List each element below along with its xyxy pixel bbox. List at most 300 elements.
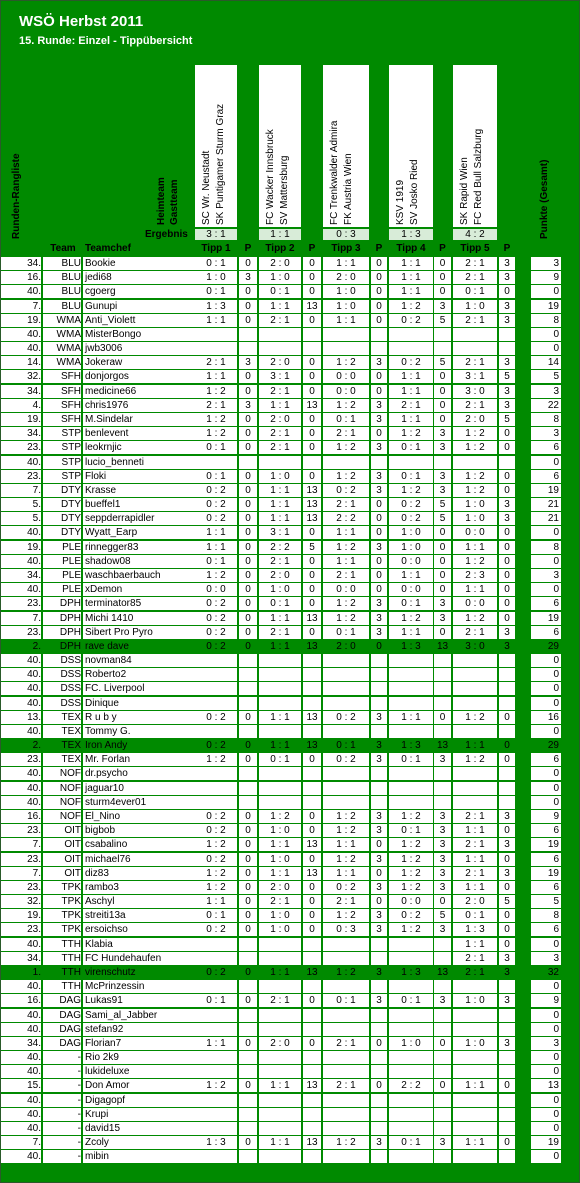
tipp-4-cell: 0 : 1 (389, 441, 433, 454)
match-3-home-team: FC Trenkwalder Admira (329, 120, 340, 225)
total-points-cell: 19 (531, 612, 561, 625)
points-1-cell: 0 (239, 427, 257, 440)
tipp-3-cell (323, 1065, 369, 1078)
total-points-cell: 0 (531, 1009, 561, 1022)
tipp-3-cell: 2 : 1 (323, 895, 369, 908)
rank-cell: 23. (1, 626, 41, 639)
team-cell: TPK (43, 923, 81, 936)
points-5-cell (499, 725, 515, 738)
points-1-cell: 0 (239, 569, 257, 582)
tipp-2-cell: 2 : 2 (259, 541, 301, 554)
tipp-4-cell: 0 : 1 (389, 1136, 433, 1149)
teamchef-cell: chris1976 (83, 399, 195, 412)
tipp-5-cell: 1 : 2 (453, 753, 497, 766)
points-1-cell: 0 (239, 810, 257, 823)
tipp-5-cell: 1 : 2 (453, 470, 497, 483)
teamchef-cell: bueffel1 (83, 498, 195, 511)
tipp-5-cell (453, 1122, 497, 1135)
total-points-cell: 0 (531, 342, 561, 355)
tipp-2-cell: 1 : 1 (259, 512, 301, 525)
tipp-4-cell: 0 : 2 (389, 512, 433, 525)
teamchef-cell: Zcoly (83, 1136, 195, 1149)
points-4-cell (434, 1094, 451, 1107)
points-1-cell: 0 (239, 413, 257, 426)
teamchef-cell: Klabia (83, 938, 195, 951)
team-cell: OIT (43, 867, 81, 880)
tipp-4-cell: 1 : 1 (389, 285, 433, 298)
teamchef-cell: xDemon (83, 583, 195, 596)
teamchef-cell: Michi 1410 (83, 612, 195, 625)
points-1-cell: 0 (239, 994, 257, 1007)
tipp-3-cell (323, 782, 369, 795)
tipp-1-cell (195, 1009, 237, 1022)
tipp-4-cell: 1 : 2 (389, 867, 433, 880)
tipp-5-cell: 3 : 1 (453, 370, 497, 383)
points-2-cell: 0 (303, 1037, 321, 1050)
table-row (1, 1122, 579, 1136)
points-1-cell: 0 (239, 555, 257, 568)
tipp-5-cell: 2 : 1 (453, 271, 497, 284)
points-4-cell: 13 (434, 966, 451, 979)
table-row (1, 271, 579, 285)
points-2-cell: 13 (303, 399, 321, 412)
points-5-cell (499, 1094, 515, 1107)
points-4-cell: 13 (434, 640, 451, 653)
points-4-cell: 5 (434, 498, 451, 511)
tipp-2-cell: 1 : 1 (259, 966, 301, 979)
team-cell: STP (43, 441, 81, 454)
tipp-5-cell: 1 : 2 (453, 441, 497, 454)
points-4-cell (434, 1108, 451, 1121)
tipp-5-cell: 3 : 0 (453, 385, 497, 398)
points-5-cell (499, 456, 515, 469)
tipp-2-cell: 2 : 1 (259, 895, 301, 908)
points-4-cell (434, 654, 451, 667)
tipp-3-cell: 2 : 1 (323, 1079, 369, 1092)
rank-cell: 23. (1, 824, 41, 837)
table-row (1, 782, 579, 796)
points-2-cell: 0 (303, 626, 321, 639)
points-1-cell: 0 (239, 739, 257, 752)
points-1-cell (239, 1094, 257, 1107)
tipp-5-cell: 2 : 0 (453, 413, 497, 426)
table-row (1, 300, 579, 314)
team-cell: DPH (43, 640, 81, 653)
total-points-cell: 8 (531, 909, 561, 922)
points-1-cell: 0 (239, 711, 257, 724)
team-cell: DTY (43, 484, 81, 497)
ergebnis-label: Ergebnis (145, 229, 188, 240)
table-row (1, 1136, 579, 1150)
teamchef-cell: MisterBongo (83, 328, 195, 341)
total-points-cell: 8 (531, 541, 561, 554)
tipp-2-cell (259, 782, 301, 795)
points-4-cell: 0 (434, 569, 451, 582)
points-1-cell (239, 682, 257, 695)
tipp-5-cell: 1 : 0 (453, 498, 497, 511)
points-2-cell: 0 (303, 385, 321, 398)
points-3-cell: 0 (371, 385, 387, 398)
tipp-4-cell (389, 938, 433, 951)
tipp-3-cell (323, 952, 369, 965)
table-row (1, 640, 579, 654)
tipp-5-cell: 2 : 1 (453, 257, 497, 270)
points-1-cell: 0 (239, 966, 257, 979)
tipp-3-cell: 1 : 2 (323, 441, 369, 454)
tipp-4-cell: 1 : 2 (389, 300, 433, 313)
teamchef-cell: M.Sindelar (83, 413, 195, 426)
points-5-cell: 3 (499, 257, 515, 270)
points-1-cell (239, 1122, 257, 1135)
points-4-cell: 0 (434, 370, 451, 383)
tipp-5-cell: 1 : 1 (453, 1079, 497, 1092)
tipp-5-cell: 1 : 1 (453, 541, 497, 554)
points-4-cell: 0 (434, 257, 451, 270)
points-2-cell: 13 (303, 300, 321, 313)
points-3-cell (371, 654, 387, 667)
points-1-cell (239, 1051, 257, 1064)
rank-cell: 23. (1, 853, 41, 866)
team-cell: OIT (43, 824, 81, 837)
total-points-cell: 6 (531, 626, 561, 639)
tipp-5-cell: 1 : 2 (453, 484, 497, 497)
tipp-3-cell: 1 : 2 (323, 810, 369, 823)
team-cell: - (43, 1122, 81, 1135)
tipp-1-cell: 0 : 2 (195, 512, 237, 525)
tipp-4-cell: 1 : 1 (389, 370, 433, 383)
tipp-3-cell: 0 : 2 (323, 753, 369, 766)
tipp-4-cell: 0 : 1 (389, 994, 433, 1007)
tipp-2-cell (259, 725, 301, 738)
table-row (1, 356, 579, 370)
points-5-cell: 5 (499, 370, 515, 383)
tipp-4-cell: 1 : 3 (389, 640, 433, 653)
tipp-1-cell: 0 : 2 (195, 484, 237, 497)
tipp-4-cell: 0 : 0 (389, 895, 433, 908)
rank-cell: 5. (1, 498, 41, 511)
rank-cell: 7. (1, 838, 41, 851)
rank-cell: 23. (1, 597, 41, 610)
points-5-cell: 0 (499, 909, 515, 922)
tipp-1-cell: 0 : 2 (195, 739, 237, 752)
tipp-1-cell: 0 : 1 (195, 470, 237, 483)
table-row (1, 682, 579, 696)
points-2-cell: 0 (303, 271, 321, 284)
teamchef-cell: Digagopf (83, 1094, 195, 1107)
team-cell: PLE (43, 569, 81, 582)
teamchef-cell: R u b y (83, 711, 195, 724)
table-row (1, 952, 579, 966)
tipp-3-cell (323, 1009, 369, 1022)
rank-cell: 40. (1, 767, 41, 780)
teamchef-cell: McPrinzessin (83, 980, 195, 993)
tipp-2-cell: 2 : 1 (259, 427, 301, 440)
tipp-4-cell: 1 : 2 (389, 484, 433, 497)
teamchef-cell: FC Hundehaufen (83, 952, 195, 965)
tipp-5-cell (453, 456, 497, 469)
points-4-cell (434, 796, 451, 809)
points-3-cell: 0 (371, 526, 387, 539)
teamchef-cell: lukideluxe (83, 1065, 195, 1078)
points-1-cell (239, 328, 257, 341)
tipp-5-cell: 1 : 1 (453, 824, 497, 837)
tipp-5-cell: 2 : 1 (453, 399, 497, 412)
rank-cell: 34. (1, 257, 41, 270)
points-3-cell: 0 (371, 1079, 387, 1092)
tipp-1-cell (195, 697, 237, 710)
tipp-4-cell: 1 : 2 (389, 923, 433, 936)
p5-column-header: P (503, 243, 511, 254)
points-4-cell (434, 456, 451, 469)
total-points-cell: 0 (531, 1122, 561, 1135)
tipp-2-cell: 2 : 0 (259, 257, 301, 270)
points-4-cell (434, 668, 451, 681)
tipp-5-cell (453, 725, 497, 738)
team-cell: DPH (43, 626, 81, 639)
points-3-cell: 0 (371, 300, 387, 313)
points-4-cell: 3 (434, 867, 451, 880)
tipp-1-cell: 0 : 2 (195, 612, 237, 625)
tipp-2-cell: 1 : 0 (259, 271, 301, 284)
table-row (1, 498, 579, 512)
points-4-cell: 5 (434, 356, 451, 369)
team-cell: DAG (43, 994, 81, 1007)
table-row (1, 1094, 579, 1108)
points-5-cell: 3 (499, 512, 515, 525)
points-3-cell: 0 (371, 569, 387, 582)
points-4-cell: 0 (434, 555, 451, 568)
points-3-cell: 0 (371, 427, 387, 440)
tipp-4-cell: 1 : 0 (389, 541, 433, 554)
table-row (1, 555, 579, 569)
tipp-4-cell (389, 1094, 433, 1107)
tipp-1-cell: 1 : 2 (195, 413, 237, 426)
points-3-cell (371, 725, 387, 738)
team-cell: DTY (43, 512, 81, 525)
teamchef-cell: Aschyl (83, 895, 195, 908)
points-4-cell: 3 (434, 824, 451, 837)
points-1-cell (239, 456, 257, 469)
team-cell: WMA (43, 356, 81, 369)
points-1-cell (239, 980, 257, 993)
rank-cell: 40. (1, 796, 41, 809)
team-cell: - (43, 1150, 81, 1163)
match-1-result: 3 : 1 (195, 229, 237, 240)
tipp-4-cell (389, 980, 433, 993)
points-1-cell: 0 (239, 612, 257, 625)
tipp-4-cell: 0 : 1 (389, 753, 433, 766)
points-2-cell: 0 (303, 285, 321, 298)
match-5-result: 4 : 2 (453, 229, 497, 240)
table-row (1, 938, 579, 952)
total-points-cell: 0 (531, 285, 561, 298)
points-1-cell (239, 782, 257, 795)
teamchef-cell: sturm4ever01 (83, 796, 195, 809)
points-3-cell: 3 (371, 810, 387, 823)
tipp-5-cell: 0 : 0 (453, 597, 497, 610)
tipp-5-cell (453, 782, 497, 795)
tipp-2-cell: 1 : 2 (259, 810, 301, 823)
tipp-2-cell: 1 : 1 (259, 1136, 301, 1149)
points-4-cell: 3 (434, 994, 451, 1007)
tipp-3-cell: 1 : 1 (323, 314, 369, 327)
points-3-cell: 3 (371, 824, 387, 837)
tipp-5-cell: 2 : 1 (453, 356, 497, 369)
points-4-cell: 0 (434, 285, 451, 298)
table-row (1, 966, 579, 980)
tipp-2-cell (259, 682, 301, 695)
tipp-3-cell: 1 : 2 (323, 824, 369, 837)
tipp-4-cell: 0 : 2 (389, 909, 433, 922)
team-cell: - (43, 1065, 81, 1078)
heimteam-label: Heimteam (156, 177, 167, 225)
points-5-cell: 3 (499, 966, 515, 979)
tipp-1-cell: 0 : 0 (195, 583, 237, 596)
tipp-3-cell: 1 : 1 (323, 867, 369, 880)
tipp-2-cell (259, 328, 301, 341)
total-points-cell: 19 (531, 484, 561, 497)
match-5-home-team: SK Rapid Wien (459, 157, 470, 225)
tipp-2-cell: 2 : 1 (259, 626, 301, 639)
table-row (1, 810, 579, 824)
table-row (1, 285, 579, 299)
team-cell: TPK (43, 909, 81, 922)
teamchef-cell: terminator85 (83, 597, 195, 610)
points-3-cell (371, 456, 387, 469)
total-points-cell: 9 (531, 994, 561, 1007)
team-cell: OIT (43, 853, 81, 866)
tipp-4-cell (389, 767, 433, 780)
points-4-cell: 3 (434, 810, 451, 823)
tipp-5-cell: 2 : 1 (453, 952, 497, 965)
team-cell: DTY (43, 498, 81, 511)
points-3-cell: 3 (371, 739, 387, 752)
points-5-cell (499, 342, 515, 355)
tipp-2-cell (259, 697, 301, 710)
tipp-5-cell (453, 1065, 497, 1078)
points-1-cell (239, 654, 257, 667)
rank-cell: 7. (1, 300, 41, 313)
table-row (1, 328, 579, 342)
team-cell: - (43, 1079, 81, 1092)
rank-cell: 16. (1, 810, 41, 823)
points-4-cell (434, 328, 451, 341)
total-points-cell: 29 (531, 739, 561, 752)
tipp-2-cell (259, 654, 301, 667)
tipp-3-cell: 0 : 1 (323, 994, 369, 1007)
tipp-1-cell (195, 1051, 237, 1064)
total-points-cell: 0 (531, 1150, 561, 1163)
teamchef-cell: leokrnjic (83, 441, 195, 454)
tipp-1-cell: 0 : 2 (195, 597, 237, 610)
points-3-cell: 0 (371, 498, 387, 511)
table-row (1, 867, 579, 881)
points-4-cell: 3 (434, 470, 451, 483)
tipp-3-cell: 1 : 1 (323, 555, 369, 568)
points-5-cell: 3 (499, 838, 515, 851)
points-4-cell (434, 342, 451, 355)
tipp-1-cell: 1 : 1 (195, 1037, 237, 1050)
points-5-cell: 0 (499, 526, 515, 539)
rank-cell: 40. (1, 555, 41, 568)
rank-cell: 40. (1, 1023, 41, 1036)
total-points-cell: 0 (531, 526, 561, 539)
points-3-cell: 3 (371, 597, 387, 610)
tipp-3-cell: 1 : 2 (323, 399, 369, 412)
points-2-cell: 13 (303, 1079, 321, 1092)
points-2-cell (303, 1150, 321, 1163)
rank-cell: 40. (1, 328, 41, 341)
points-2-cell: 0 (303, 810, 321, 823)
tipp-3-cell: 1 : 2 (323, 597, 369, 610)
total-points-cell: 19 (531, 1136, 561, 1149)
points-5-cell: 0 (499, 881, 515, 894)
points-3-cell: 0 (371, 271, 387, 284)
team-cell: STP (43, 427, 81, 440)
points-5-cell (499, 980, 515, 993)
points-3-cell: 0 (371, 640, 387, 653)
points-3-cell: 0 (371, 583, 387, 596)
total-points-cell: 6 (531, 881, 561, 894)
points-4-cell: 5 (434, 909, 451, 922)
tipp-5-cell: 0 : 1 (453, 285, 497, 298)
tipp-1-cell (195, 1150, 237, 1163)
tipp-1-cell: 0 : 1 (195, 257, 237, 270)
tipp-2-cell: 1 : 1 (259, 711, 301, 724)
teamchef-cell: seppderrapidler (83, 512, 195, 525)
tipp-1-cell: 1 : 0 (195, 271, 237, 284)
points-2-cell: 0 (303, 356, 321, 369)
points-5-cell: 3 (499, 994, 515, 1007)
teamchef-column-header: Teamchef (85, 243, 131, 254)
points-4-cell (434, 1009, 451, 1022)
table-row (1, 583, 579, 597)
tipp-4-cell: 0 : 0 (389, 583, 433, 596)
match-2-away-team: SV Mattersburg (279, 155, 290, 225)
total-points-cell: 0 (531, 1051, 561, 1064)
points-5-cell: 3 (499, 271, 515, 284)
table-row (1, 923, 579, 937)
points-2-cell (303, 767, 321, 780)
points-2-cell (303, 938, 321, 951)
team-cell: SFH (43, 370, 81, 383)
tipp-1-cell (195, 668, 237, 681)
total-points-cell: 22 (531, 399, 561, 412)
points-1-cell: 0 (239, 314, 257, 327)
tipp-1-cell: 1 : 2 (195, 881, 237, 894)
tipp-4-cell (389, 952, 433, 965)
tipp-2-cell: 0 : 1 (259, 285, 301, 298)
points-2-cell: 0 (303, 753, 321, 766)
tipp-2-cell (259, 1023, 301, 1036)
match-2-result: 1 : 1 (259, 229, 301, 240)
points-2-cell: 13 (303, 484, 321, 497)
points-2-cell: 13 (303, 612, 321, 625)
rank-cell: 40. (1, 938, 41, 951)
total-points-cell: 0 (531, 1023, 561, 1036)
tipp-3-cell (323, 725, 369, 738)
rank-cell: 34. (1, 1037, 41, 1050)
tipp-3-cell: 0 : 3 (323, 923, 369, 936)
team-cell: DPH (43, 612, 81, 625)
teamchef-cell: Iron Andy (83, 739, 195, 752)
points-5-cell: 0 (499, 824, 515, 837)
tipp-1-cell: 0 : 2 (195, 498, 237, 511)
teamchef-cell: benlevent (83, 427, 195, 440)
teamchef-cell: michael76 (83, 853, 195, 866)
rank-cell: 40. (1, 456, 41, 469)
total-points-cell: 0 (531, 767, 561, 780)
